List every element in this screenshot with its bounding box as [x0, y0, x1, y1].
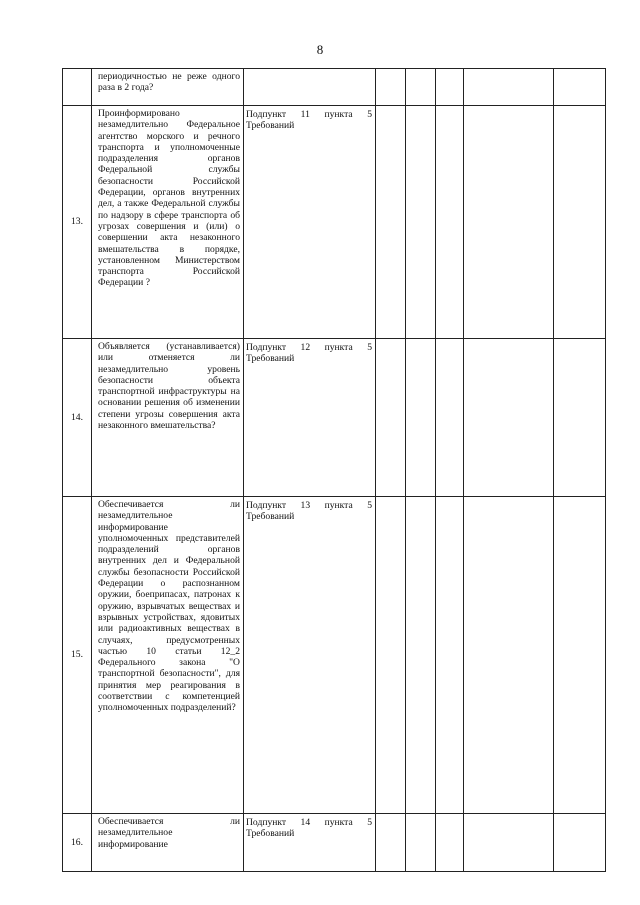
row-number: 14.: [63, 339, 92, 497]
answer-yes-cell: [376, 497, 406, 814]
row-number: [63, 69, 92, 106]
checklist-table: [62, 68, 606, 872]
answer-no-cell: [406, 497, 436, 814]
extra-cell: [554, 106, 606, 339]
table-row: [63, 497, 606, 814]
comment-cell: [464, 106, 554, 339]
row-number: 15.: [63, 497, 92, 814]
answer-yes-cell: [376, 814, 406, 872]
answer-no-cell: [406, 106, 436, 339]
row-number: 16.: [63, 814, 92, 872]
question-cell: Объявляется (устанавливается) или отменяется ли незамедлительно уровень безопасности объекта транспортной инфраструктуры на основании решения об изменении степени угрозы совершения акта незаконного вмешательства?: [92, 339, 244, 497]
comment-cell: [464, 69, 554, 106]
answer-yes-cell: [376, 339, 406, 497]
requirement-cell: Подпункт 11 пункта 5 Требований: [244, 106, 376, 339]
requirement-cell: [244, 69, 376, 106]
table-row: [63, 69, 606, 106]
comment-cell: [464, 497, 554, 814]
question-cell: Обеспечивается ли незамедлительное информирование уполномоченных представителей подразделений органов внутренних дел и Федеральной службы безопасности Российской Федерации о распознанном оружии, боеприпасах, патронах к оружию, взрывчатых веществах и взрывных устройствах, ядовитых или радиоактивных веществах в случаях, предусмотренных частью 10 статьи 12_2 Федерального закона "О транспортной безопасности", для принятия мер реагирования в соответствии с компетенцией уполномоченных подразделений?: [92, 497, 244, 814]
table-row: [63, 106, 606, 339]
requirement-cell: Подпункт 13 пункта 5 Требований: [244, 497, 376, 814]
requirement-cell: Подпункт 14 пункта 5 Требований: [244, 814, 376, 872]
extra-cell: [554, 69, 606, 106]
answer-no-cell: [406, 339, 436, 497]
question-cell: периодичностью не реже одного раза в 2 года?: [92, 69, 244, 106]
comment-cell: [464, 339, 554, 497]
extra-cell: [554, 497, 606, 814]
question-cell: Проинформировано незамедлительно Федеральное агентство морского и речного транспорта и уполномоченные подразделения органов Федеральной службы безопасности Российской Федерации, органов внутренних дел, а также Федеральной службы по надзору в сфере транспорта об угрозах совершения и (или) о совершении акта незаконного вмешательства в порядке, установленном Министерством транспорта Российской Федерации ?: [92, 106, 244, 339]
answer-na-cell: [436, 106, 464, 339]
answer-yes-cell: [376, 69, 406, 106]
requirement-cell: Подпункт 12 пункта 5 Требований: [244, 339, 376, 497]
row-number: 13.: [63, 106, 92, 339]
table-row: [63, 814, 606, 872]
extra-cell: [554, 814, 606, 872]
answer-no-cell: [406, 814, 436, 872]
comment-cell: [464, 814, 554, 872]
table-row: [63, 339, 606, 497]
answer-na-cell: [436, 814, 464, 872]
extra-cell: [554, 339, 606, 497]
answer-na-cell: [436, 69, 464, 106]
answer-yes-cell: [376, 106, 406, 339]
answer-na-cell: [436, 339, 464, 497]
answer-no-cell: [406, 69, 436, 106]
answer-na-cell: [436, 497, 464, 814]
page-number: 8: [316, 42, 324, 57]
question-cell: Обеспечивается ли незамедлительное информирование: [92, 814, 244, 872]
